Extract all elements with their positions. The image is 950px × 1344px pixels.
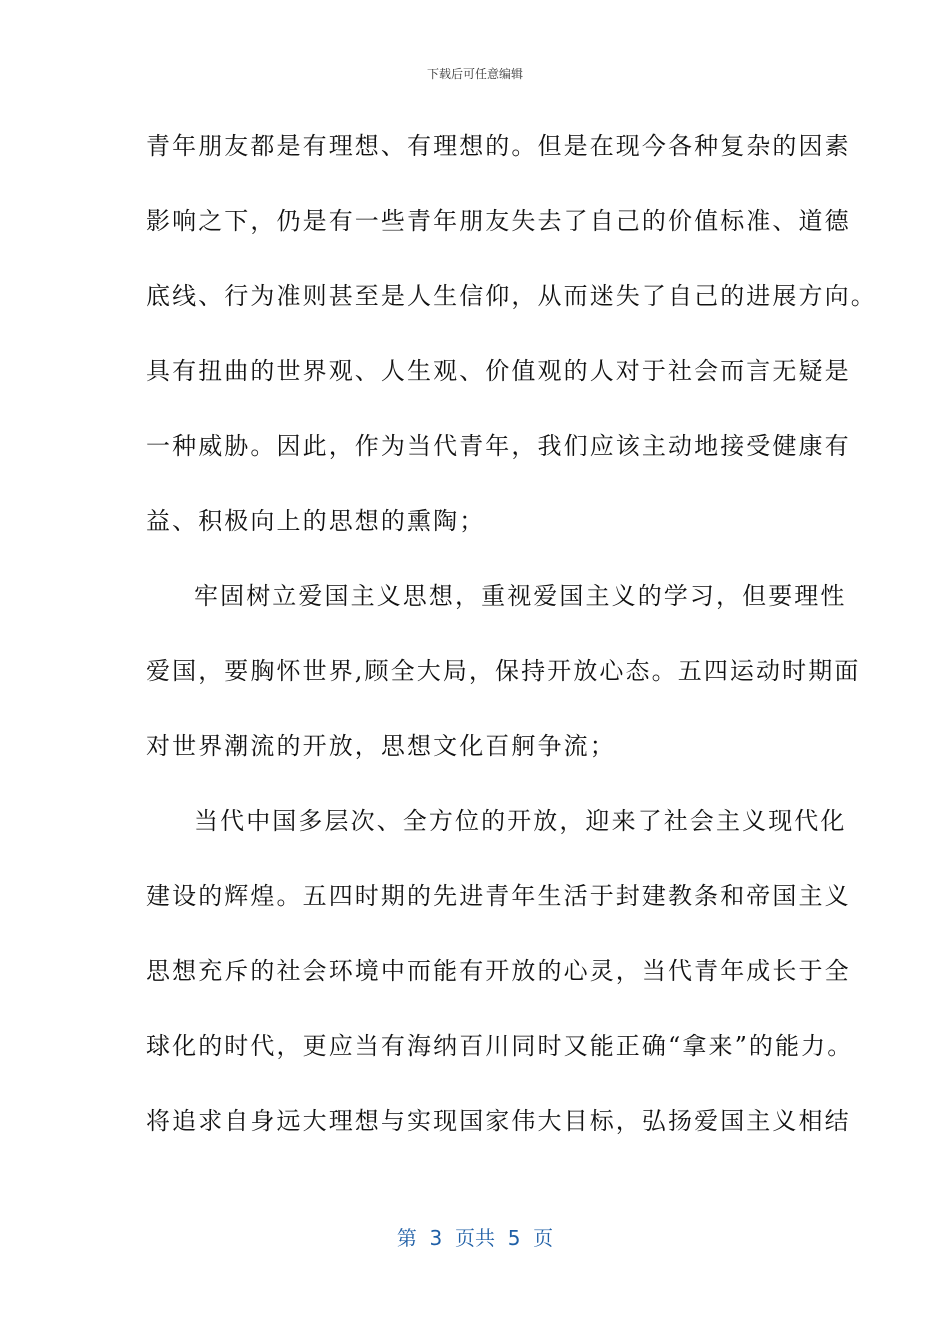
page-header: 下载后可任意编辑 [426, 67, 523, 81]
body-line: 影响之下，仍是有一些青年朋友失去了自己的价值标准、道德 [146, 207, 851, 235]
body-line: 球化的时代，更应当有海纳百川同时又能正确“拿来”的能力。 [146, 1032, 854, 1060]
page-number-footer: 第 3 页共 5 页 [396, 1226, 554, 1250]
body-line: 一种威胁。因此，作为当代青年，我们应该主动地接受健康有 [146, 432, 851, 460]
body-line-paragraph-start: 牢固树立爱国主义思想，重视爱国主义的学习，但要理性 [194, 582, 847, 610]
body-line: 底线、行为准则甚至是人生信仰，从而迷失了自己的进展方向。 [146, 282, 877, 310]
body-line: 思想充斥的社会环境中而能有开放的心灵，当代青年成长于全 [146, 957, 851, 985]
body-line: 益、积极向上的思想的熏陶； [146, 507, 486, 535]
body-line-paragraph-start: 当代中国多层次、全方位的开放，迎来了社会主义现代化 [194, 807, 847, 835]
body-line: 具有扭曲的世界观、人生观、价值观的人对于社会而言无疑是 [146, 357, 851, 385]
body-line: 青年朋友都是有理想、有理想的。但是在现今各种复杂的因素 [146, 132, 851, 160]
body-line: 对世界潮流的开放，思想文化百舸争流； [146, 732, 616, 760]
body-line: 将追求自身远大理想与实现国家伟大目标，弘扬爱国主义相结 [146, 1107, 851, 1135]
body-line: 建设的辉煌。五四时期的先进青年生活于封建教条和帝国主义 [146, 882, 851, 910]
document-body [146, 126, 877, 1176]
body-line: 爱国，要胸怀世界,顾全大局，保持开放心态。五四运动时期面 [146, 657, 861, 685]
